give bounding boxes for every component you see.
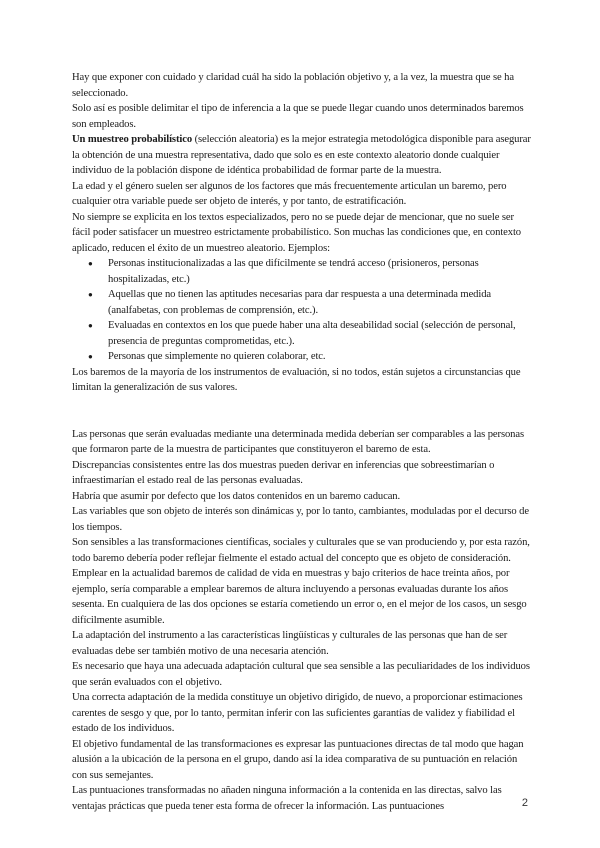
paragraph: Hay que exponer con cuidado y claridad cuál ha sido la población objetivo y, a la vez, la muestra que se ha seleccionado. bbox=[72, 72, 514, 99]
paragraph: Habría que asumir por defecto que los datos contenidos en un baremo caducan. bbox=[72, 490, 401, 502]
paragraph: La adaptación del instrumento a las características lingüísticas y culturales de las personas que han de ser evaluadas debe ser también motivo de una necesaria atención. bbox=[72, 630, 508, 657]
paragraph: No siempre se explicita en los textos especializados, pero no se puede dejar de mencionar, que no suele ser fácil poder satisfacer un muestreo estrictamente probabilístico. Son muchas las condiciones que, en contexto aplicado, reducen el éxito de un muestreo aleatorio. Ejemplos: bbox=[72, 211, 521, 254]
paragraph: Solo así es posible delimitar el tipo de inferencia a la que se puede llegar cuando unos determinados baremos son empleados. bbox=[72, 103, 524, 130]
paragraph-text: (selección aleatoria) es la mejor estrategia metodológica disponible para asegurar la obtención de una muestra representativa, dado que solo es en este contexto aleatorio donde cualquier individuo de la población dispone de idéntica probabilidad de formar parte de la muestra. bbox=[72, 134, 531, 176]
bold-term: Un muestreo probabilístico bbox=[72, 134, 193, 145]
examples-list bbox=[72, 256, 532, 365]
paragraph: Una correcta adaptación de la medida constituye un objetivo dirigido, de nuevo, a proporcionar estimaciones carentes de sesgo y que, por lo tanto, permitan inferir con las suficientes garantías de validez y fiabilidad el estado de los individuos. bbox=[72, 692, 523, 734]
list-item: ● Personas que simplemente no quieren colaborar, etc. bbox=[72, 349, 532, 365]
list-item: ● Aquellas que no tienen las aptitudes necesarias para dar respuesta a una determinada medida (analfabetas, con problemas de comprensión, etc.). bbox=[72, 287, 532, 318]
list-item: ● Evaluadas en contextos en los que puede haber una alta deseabilidad social (selección de personal, presencia de preguntas comprometidas, etc.). bbox=[72, 318, 532, 349]
paragraph: Discrepancias consistentes entre las dos muestras pueden derivar en inferencias que sobreestimarían o infraestimarían el estado real de las personas evaluadas. bbox=[72, 459, 495, 486]
list-item: ● Personas institucionalizadas a las que difícilmente se tendrá acceso (prisioneros, personas hospitalizadas, etc.) bbox=[72, 256, 532, 287]
paragraph: Las variables que son objeto de interés son dinámicas y, por lo tanto, cambiantes, moduladas por el decurso de los tiempos. bbox=[72, 506, 529, 533]
paragraph-gap bbox=[72, 411, 532, 427]
paragraph: Es necesario que haya una adecuada adaptación cultural que sea sensible a las peculiaridades de los individuos que serán evaluados con el objetivo. bbox=[72, 661, 530, 688]
page-number: 2 bbox=[521, 797, 528, 809]
paragraph-gap bbox=[72, 396, 532, 412]
paragraph: Las personas que serán evaluadas mediante una determinada medida deberían ser comparables a las personas que formaron parte de la muestra de participantes que constituyeron el baremo de esta. bbox=[72, 428, 525, 455]
paragraph: Los baremos de la mayoría de los instrumentos de evaluación, si no todos, están sujetos a circunstancias que limitan la generalización de sus valores. bbox=[72, 366, 521, 393]
paragraph: El objetivo fundamental de las transformaciones es expresar las puntuaciones directas de tal modo que hagan alusión a la ubicación de la persona en el grupo, dando así la idea comparativa de su puntuación en relación con sus semejantes. bbox=[72, 738, 524, 781]
paragraph-probabilistic bbox=[72, 132, 532, 179]
page-body bbox=[72, 70, 532, 814]
paragraph: Son sensibles a las transformaciones científicas, sociales y culturales que se van produciendo y, por esta razón, todo baremo debería poder reflejar fielmente el estado actual del concepto que es objeto de consideración. Emplear en la actualidad baremos de calidad de vida en muestras y bajo criterios de hace treinta años, por ejemplo, sería comparable a emplear baremos de altura incluyendo a personas evaluadas durante los años sesenta. En cualquiera de las dos opciones se estaría cometiendo un error o, en el mejor de los casos, un sesgo difícilmente asumible. bbox=[72, 537, 530, 626]
paragraph: La edad y el género suelen ser algunos de los factores que más frecuentemente articulan un baremo, pero cualquier otra variable puede ser objeto de interés, y por tanto, de estratificación. bbox=[72, 180, 507, 207]
paragraph: Las puntuaciones transformadas no añaden ninguna información a la contenida en las directas, salvo las ventajas prácticas que pueda tener esta forma de ofrecer la información. Las puntuaciones bbox=[72, 785, 502, 812]
